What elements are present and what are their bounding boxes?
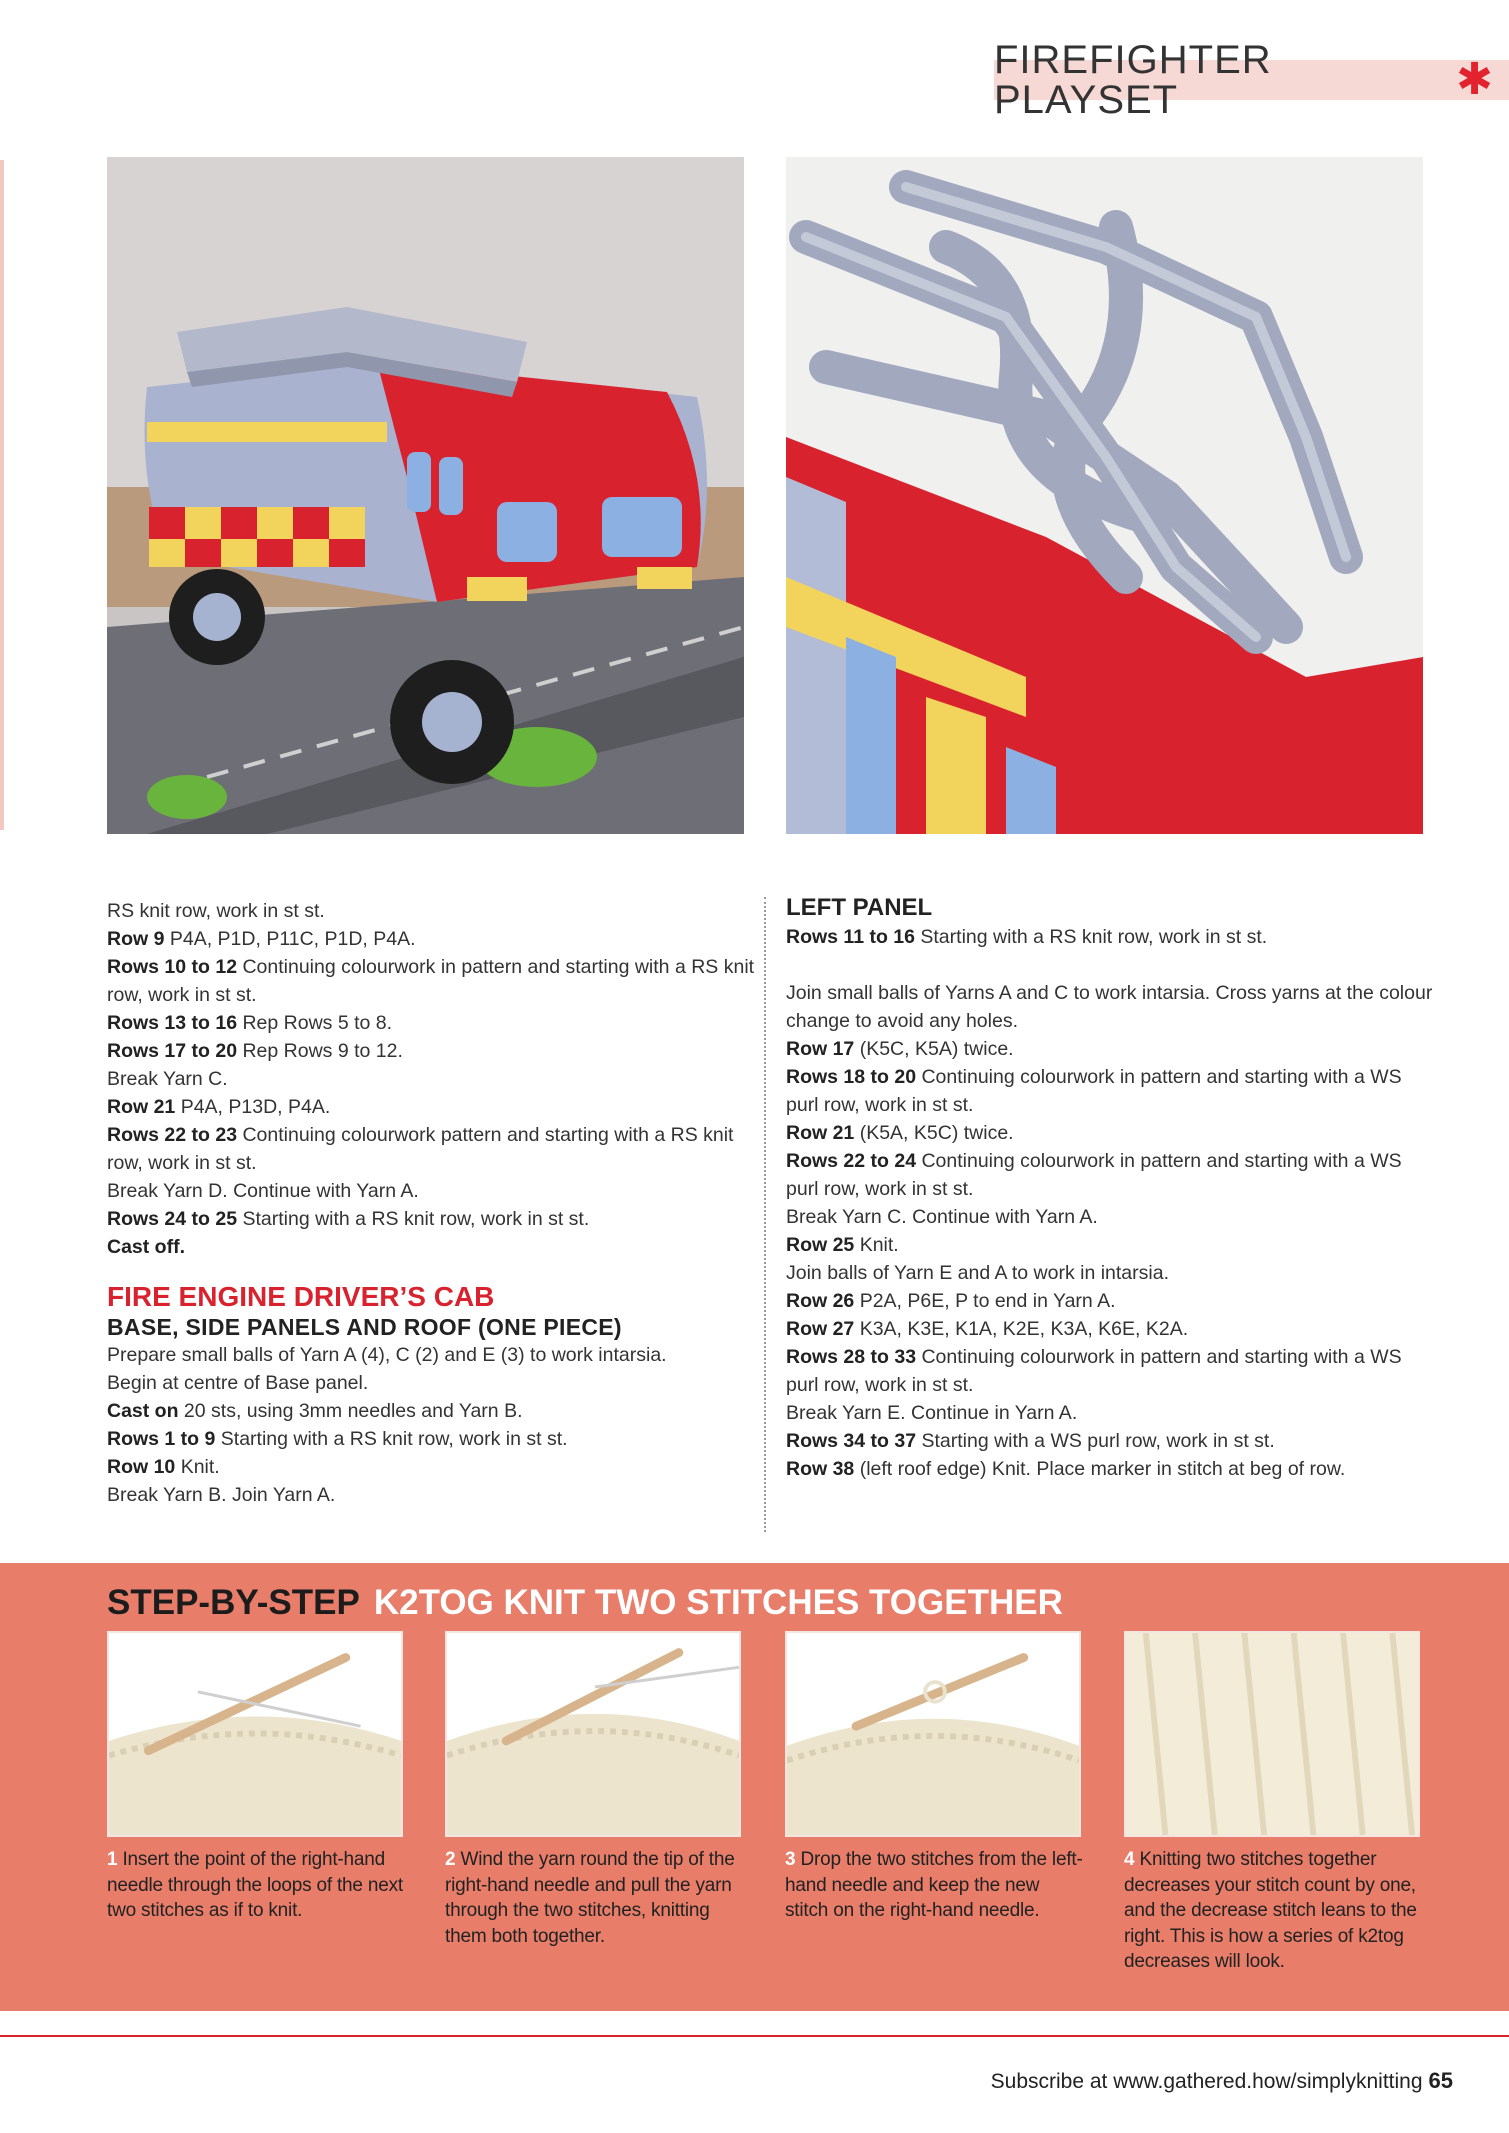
step-by-step-panel [0,1563,1509,2011]
instruction-line: Row 9 P4A, P1D, P11C, P1D, P4A. [107,928,416,950]
section-heading-cab: FIRE ENGINE DRIVER’S CAB [107,1281,495,1312]
step-by-step-title: STEP-BY-STEP K2TOG KNIT TWO STITCHES TOGETHER [107,1583,1063,1622]
instruction-line: Rows 11 to 16 Starting with a RS knit row, work in st st. [786,926,1268,948]
instruction-line: Rows 1 to 9 Starting with a RS knit row, work in st st. [107,1428,568,1450]
step-1-caption: 1 Insert the point of the right-hand needle through the loops of the next two stitches as if to knit. [107,1849,403,1921]
subheading-base: BASE, SIDE PANELS AND ROOF (ONE PIECE) [107,1314,622,1340]
section-heading-left-panel: LEFT PANEL [786,894,933,921]
instruction-line: Break Yarn D. Continue with Yarn A. [107,1180,419,1202]
step-2-photo [445,1631,741,1837]
instruction-line: Row 27 K3A, K3E, K1A, K2E, K3A, K6E, K2A. [786,1318,1189,1340]
instruction-line: Row 26 P2A, P6E, P to end in Yarn A. [786,1290,1116,1312]
instruction-line: Cast off. [107,1236,185,1258]
step-3-photo [785,1631,1081,1837]
instruction-line: RS knit row, work in st st. [107,900,325,922]
instruction-line: Rows 17 to 20 Rep Rows 9 to 12. [107,1040,403,1062]
fire-engine-illustration [107,157,744,834]
right-text-column [786,894,1436,1483]
fire-engine-photo [107,157,744,834]
subscribe-link[interactable]: Subscribe at www.gathered.how/simplyknitting [990,2070,1423,2093]
section-header [994,38,1509,122]
instruction-line: Join small balls of Yarns A and C to work intarsia. Cross yarns at the colour change to avoid any holes. [786,982,1433,1032]
instruction-line: Cast on 20 sts, using 3mm needles and Yarn B. [107,1400,523,1422]
star-icon: ✱ [1456,55,1493,104]
footer-rule [0,2035,1509,2037]
section-title: FIREFIGHTER PLAYSET [994,38,1272,122]
ladder-closeup-photo [786,157,1423,834]
instruction-line: Break Yarn C. Continue with Yarn A. [786,1206,1098,1228]
instruction-line: Rows 18 to 20 Continuing colourwork in pattern and starting with a WS purl row, work in st st. [786,1066,1402,1116]
step-1-photo [107,1631,403,1837]
instruction-line: Begin at centre of Base panel. [107,1372,369,1394]
instruction-line: Row 25 Knit. [786,1234,899,1256]
step-4-photo [1124,1631,1420,1837]
instruction-line: Break Yarn E. Continue in Yarn A. [786,1402,1078,1424]
footer [991,2068,1453,2094]
instruction-line: Join balls of Yarn E and A to work in intarsia. [786,1262,1169,1284]
instruction-line: Rows 22 to 23 Continuing colourwork pattern and starting with a RS knit row, work in st st. [107,1124,734,1174]
instruction-line: Row 38 (left roof edge) Knit. Place marker in stitch at beg of row. [786,1458,1346,1480]
instruction-line: Row 21 (K5A, K5C) twice. [786,1122,1014,1144]
instruction-line: Rows 28 to 33 Continuing colourwork in pattern and starting with a WS purl row, work in st st. [786,1346,1402,1396]
step-4-caption: 4 Knitting two stitches together decreases your stitch count by one, and the decrease stitch leans to the right. This is how a series of k2tog decreases will look. [1124,1849,1417,1972]
instruction-line: Rows 10 to 12 Continuing colourwork in pattern and starting with a RS knit row, work in st st. [107,956,755,1006]
instruction-line: Row 21 P4A, P13D, P4A. [107,1096,331,1118]
instruction-line: Rows 24 to 25 Starting with a RS knit row, work in st st. [107,1208,590,1230]
instruction-line: Prepare small balls of Yarn A (4), C (2) and E (3) to work intarsia. [107,1344,667,1366]
instruction-line: Row 10 Knit. [107,1456,220,1478]
ladder-closeup-illustration [786,157,1423,834]
page-number: 65 [1428,2068,1453,2093]
step-2-caption: 2 Wind the yarn round the tip of the right-hand needle and pull the yarn through the two stitches, knitting them both together. [445,1849,735,1947]
instruction-line: Row 17 (K5C, K5A) twice. [786,1038,1014,1060]
instruction-line: Break Yarn B. Join Yarn A. [107,1484,336,1506]
left-text-column [107,897,757,1509]
instruction-line: Break Yarn C. [107,1068,228,1090]
edge-mark [0,160,4,830]
instruction-line: Rows 13 to 16 Rep Rows 5 to 8. [107,1012,393,1034]
step-3-caption: 3 Drop the two stitches from the left-hand needle and keep the new stitch on the right-hand needle. [785,1849,1083,1921]
instruction-line: Rows 22 to 24 Continuing colourwork in pattern and starting with a WS purl row, work in st st. [786,1150,1402,1200]
column-divider [764,897,766,1532]
instruction-line: Rows 34 to 37 Starting with a WS purl row, work in st st. [786,1430,1275,1452]
